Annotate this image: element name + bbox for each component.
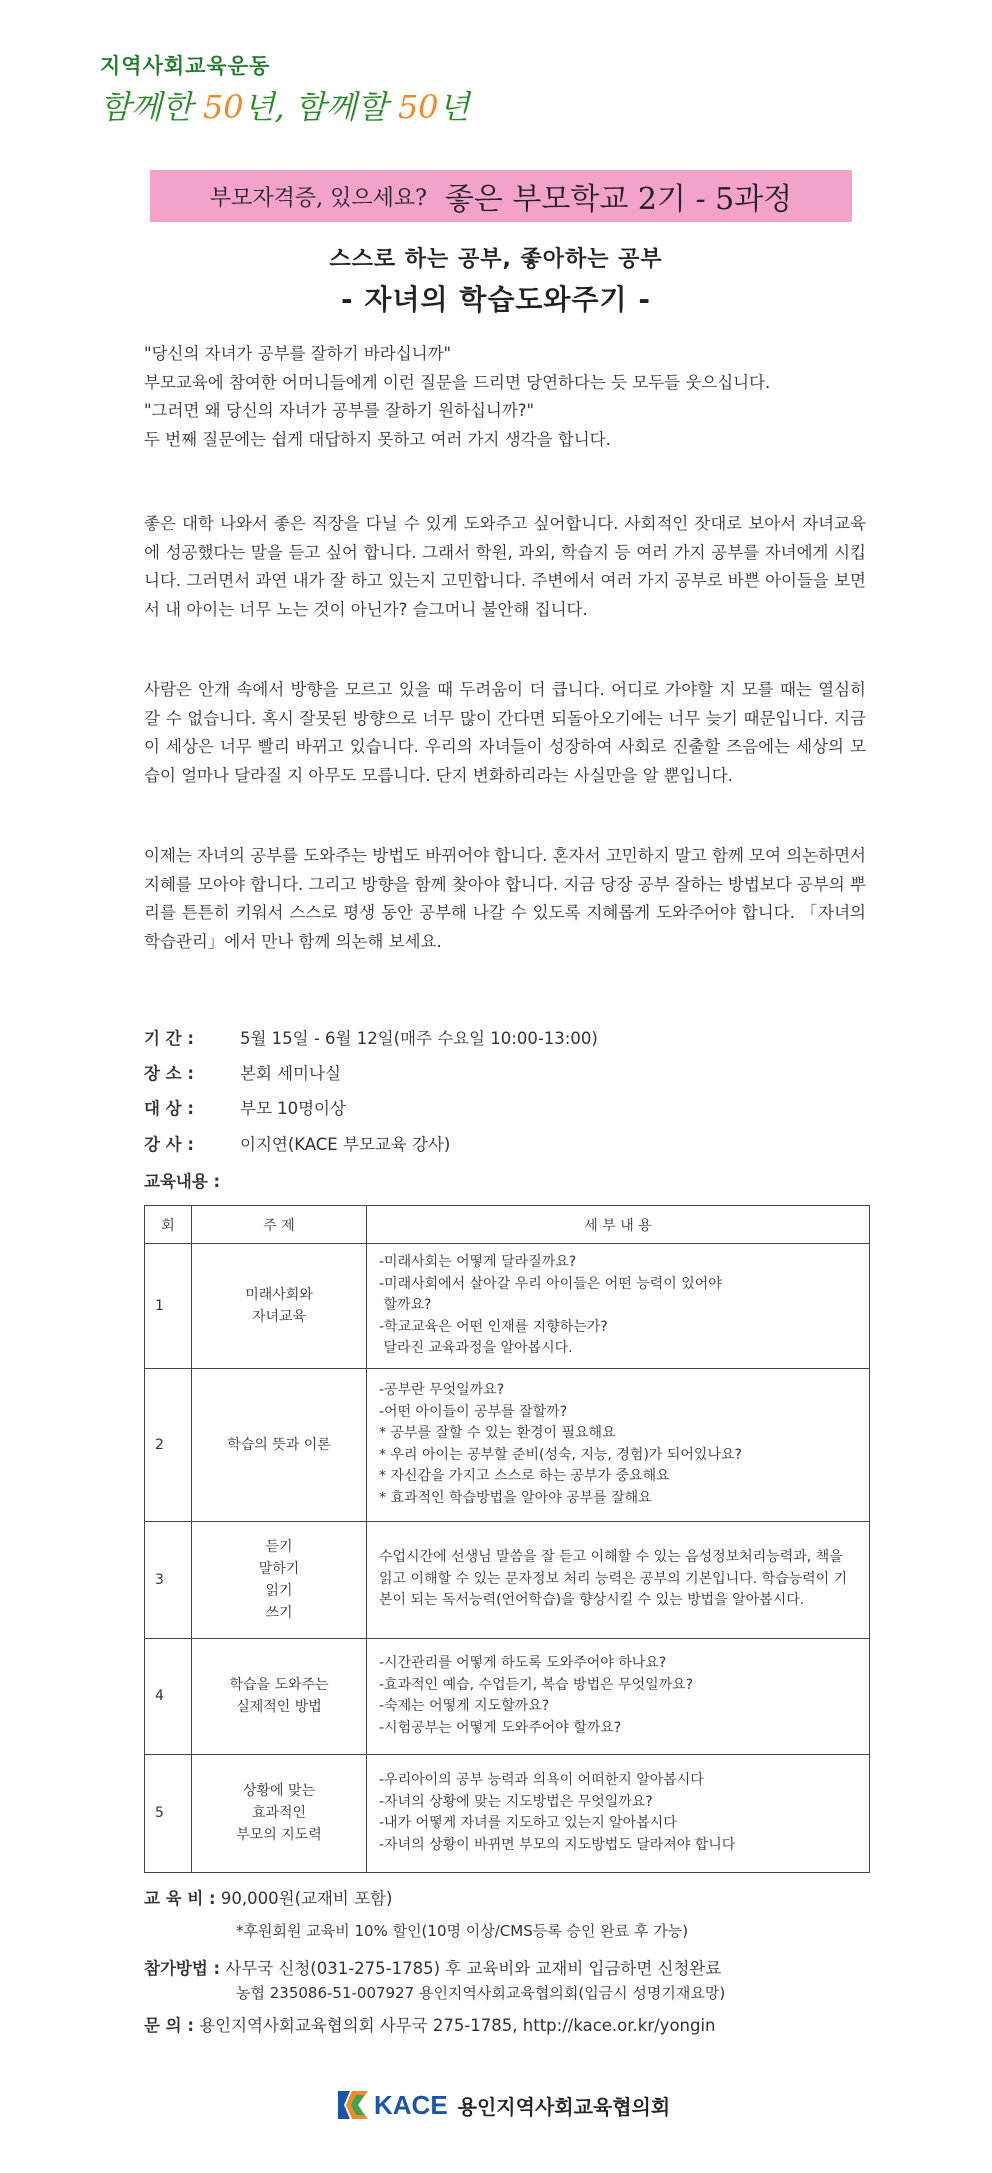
intro-block [144, 340, 866, 454]
detail-line: * 공부를 잘할 수 있는 환경이 필요해요 [379, 1425, 616, 1441]
session-details [367, 1521, 870, 1638]
table-row [145, 1244, 870, 1369]
detail-line: * 효과적인 학습방법을 알아야 공부를 잘해요 [379, 1489, 652, 1506]
detail-line: -내가 어떻게 자녀를 지도하고 있는지 알아봅시다 [379, 1815, 677, 1831]
curriculum-table [144, 1205, 870, 1873]
fee-line [144, 1885, 392, 1909]
detail-line: -자녀의 상황에 맞는 지도방법은 무엇일까요? [379, 1793, 653, 1810]
intro-line: "당신의 자녀가 공부를 잘하기 바라십니까" [144, 344, 452, 363]
discount-note: *후원회원 교육비 10% 할인(10명 이상/CMS등록 승인 완료 후 가능) [236, 1922, 689, 1940]
detail-line: 할까요? [379, 1297, 432, 1313]
apply-value: 사무국 신청(031-275-1785) 후 교육비와 교재비 입금하면 신청완료 [225, 1959, 722, 1978]
topic-line: 학습의 뜻과 이론 [227, 1436, 331, 1453]
topic-line: 미래사회와 [245, 1286, 313, 1303]
info-period [144, 1025, 598, 1049]
info-value: 부모 10명이상 [240, 1099, 346, 1118]
intro-line: 부모교육에 참여한 어머니들에게 이런 질문을 드리면 당연하다는 듯 모두들 웃으십니다. [144, 372, 771, 392]
table-header-row [145, 1206, 870, 1244]
session-details [367, 1754, 870, 1872]
apply-line [144, 1955, 721, 1979]
info-label: 강 사 : [144, 1135, 194, 1154]
topic-line: 자녀교육 [251, 1308, 307, 1325]
topic-line: 부모의 지도력 [236, 1827, 322, 1843]
topic-line: 듣기 [265, 1538, 293, 1555]
info-label: 대 상 : [144, 1099, 194, 1118]
paragraph-text: 이제는 자녀의 공부를 도와주는 방법도 바뀌어야 합니다. 혼자서 고민하지 말고 함께 모여 의논하면서 지혜를 모아야 합니다. 그리고 방향을 함께 찾아야 합니다. 지금 당장 공부 잘하는 방법보다 공부의 뿌리를 튼튼히 키워서 스스로 평생 동안 공부해 나갈 수 있도록 지혜롭게 도와주어야 합니다. 「자녀의 학습관리」에서 만나 함께 의논해 보세요. [144, 846, 866, 951]
header-session: 회 [145, 1206, 192, 1244]
tagline-text-1: 함께한 [100, 88, 203, 126]
topic-line: 상황에 맞는 [242, 1783, 316, 1799]
info-value: 이지연(KACE 부모교육 강사) [240, 1135, 451, 1154]
detail-line: -공부란 무엇일까요? [379, 1382, 505, 1398]
detail-line: -어떤 아이들이 공부를 잘할까? [379, 1403, 568, 1420]
subtitle-line-1: 스스로 하는 공부, 좋아하는 공부 [329, 247, 663, 272]
info-target [144, 1095, 346, 1119]
session-topic [192, 1521, 367, 1638]
topic-line: 쓰기 [265, 1604, 293, 1621]
session-number: 4 [145, 1638, 192, 1754]
subtitle-line-2: - 자녀의 학습도와주기 - [341, 283, 651, 316]
detail-line: -미래사회에서 살아갈 우리 아이들은 어떤 능력이 있어야 [379, 1275, 722, 1292]
session-details [367, 1638, 870, 1754]
paragraph-3 [144, 842, 866, 956]
detail-line: -시간관리를 어떻게 하도록 도와주어야 하나요? [379, 1655, 667, 1671]
session-details [367, 1244, 870, 1369]
detail-line: 달라진 교육과정을 알아봅시다. [379, 1340, 573, 1356]
contact-line [144, 2012, 716, 2036]
contact-label: 문 의 : [144, 2016, 194, 2035]
banner-title: 좋은 부모학교 2기 - 5과정 [444, 182, 793, 217]
paragraph-1 [144, 510, 866, 624]
detail-line: -미래사회는 어떻게 달라질까요? [379, 1254, 577, 1270]
paragraph-text: 사람은 안개 속에서 방향을 모르고 있을 때 두려움이 더 큽니다. 어디로 가야할 지 모를 때는 열심히 갈 수 없습니다. 혹시 잘못된 방향으로 너무 많이 간다면 되돌아오기에는 너무 늦기 때문입니다. 지금 이 세상은 너무 빨리 바뀌고 있습니다. 우리의 자녀들이 성장하여 사회로 진출할 즈음에는 세상의 모습이 얼마나 달라질 지 아무도 모릅니다. 단지 변화하리라는 사실만을 알 뿐입니다. [144, 680, 866, 785]
kace-logo-text: KACE [374, 2089, 448, 2120]
org-logo [334, 2089, 670, 2121]
detail-line: * 우리 아이는 공부할 준비(성숙, 지능, 경험)가 되어있나요? [379, 1446, 742, 1463]
detail-line: -자녀의 상황이 바뀌면 부모의 지도방법도 달라져야 합니다 [379, 1836, 736, 1853]
detail-line: -시험공부는 어떻게 도와주어야 할까요? [379, 1719, 622, 1736]
session-details [367, 1368, 870, 1521]
intro-line: "그러면 왜 당신의 자녀가 공부를 잘하기 원하십니까?" [144, 401, 535, 420]
tagline-number-1: 50 [202, 88, 244, 126]
header-details: 세 부 내 용 [367, 1206, 870, 1244]
header-topic: 주 제 [192, 1206, 367, 1244]
contact-value: 용인지역사회교육협의회 사무국 275-1785, http://kace.or.kr/yongin [199, 2016, 716, 2035]
session-number: 2 [145, 1368, 192, 1521]
info-value: 본회 세미나실 [240, 1064, 341, 1083]
session-topic [192, 1754, 367, 1872]
table-row [145, 1638, 870, 1754]
kace-logo-icon [334, 2089, 370, 2121]
intro-line: 두 번째 질문에는 쉽게 대답하지 못하고 여러 가지 생각을 합니다. [144, 429, 611, 449]
table-row [145, 1521, 870, 1638]
info-label: 장 소 : [144, 1064, 194, 1083]
detail-line: 수업시간에 선생님 말씀을 잘 듣고 이해할 수 있는 음성정보처리능력과, 책을 읽고 이해할 수 있는 문자정보 처리 능력은 공부의 기본입니다. 학습능력이 기본이 되는 독서능력(언어학습)을 향상시킬 수 있는 방법을 알아봅시다. [379, 1549, 848, 1609]
detail-line: -우리아이의 공부 능력과 의욕이 어떠한지 알아봅시다 [379, 1772, 704, 1788]
info-value: 5월 15일 - 6월 12일(매주 수요일 10:00-13:00) [240, 1029, 598, 1048]
table-row [145, 1368, 870, 1521]
banner-question: 부모자격증, 있으세요? [209, 185, 427, 211]
tagline-number-2: 50 [397, 88, 439, 126]
org-name: 용인지역사회교육협의회 [457, 2094, 671, 2119]
session-topic [192, 1244, 367, 1369]
paragraph-text: 좋은 대학 나와서 좋은 직장을 다닐 수 있게 도와주고 싶어합니다. 사회적인 잣대로 보아서 자녀교육에 성공했다는 말을 듣고 싶어 합니다. 그래서 학원, 과외, 학습지 등 여러 가지 공부를 자녀에게 시킵니다. 그러면서 과연 내가 잘 하고 있는지 고민합니다. 주변에서 여러 가지 공부로 바쁜 아이들을 보면서 내 아이는 너무 노는 것이 아닌가? 슬그머니 불안해 집니다. [144, 514, 866, 619]
info-content [144, 1168, 240, 1192]
session-topic [192, 1638, 367, 1754]
tagline-main [100, 82, 469, 128]
topic-line: 실제적인 방법 [236, 1699, 322, 1715]
info-label: 교육내용 : [144, 1172, 221, 1191]
tagline-text-2: 년, 함께할 [243, 88, 398, 126]
apply-label: 참가방법 : [144, 1959, 221, 1978]
fee-value: 90,000원(교재비 포함) [220, 1889, 393, 1908]
detail-line: -효과적인 예습, 수업듣기, 복습 방법은 무엇일까요? [379, 1676, 694, 1693]
detail-line: -학교교육은 어떤 인재를 지향하는가? [379, 1318, 608, 1335]
fee-label: 교 육 비 : [144, 1889, 216, 1908]
session-number: 1 [145, 1244, 192, 1369]
detail-line: * 자신감을 가지고 스스로 하는 공부가 중요해요 [379, 1468, 670, 1484]
detail-line: -숙제는 어떻게 지도할까요? [379, 1698, 550, 1714]
info-lecturer [144, 1131, 450, 1155]
session-topic [192, 1368, 367, 1521]
tagline-top: 지역사회교육운동 [100, 54, 271, 78]
topic-line: 학습을 도와주는 [229, 1677, 329, 1693]
bank-line: 농협 235086-51-007927 용인지역사회교육협의회(입금시 성명기재요망) [236, 1984, 726, 2002]
topic-line: 효과적인 [251, 1805, 307, 1821]
tagline-text-3: 년 [438, 88, 470, 126]
table-row [145, 1754, 870, 1872]
topic-line: 말하기 [258, 1560, 300, 1577]
session-number: 3 [145, 1521, 192, 1638]
paragraph-2 [144, 676, 866, 790]
session-number: 5 [145, 1754, 192, 1872]
info-place [144, 1060, 341, 1084]
topic-line: 읽기 [265, 1582, 293, 1599]
title-banner [150, 170, 852, 222]
info-label: 기 간 : [144, 1029, 194, 1048]
